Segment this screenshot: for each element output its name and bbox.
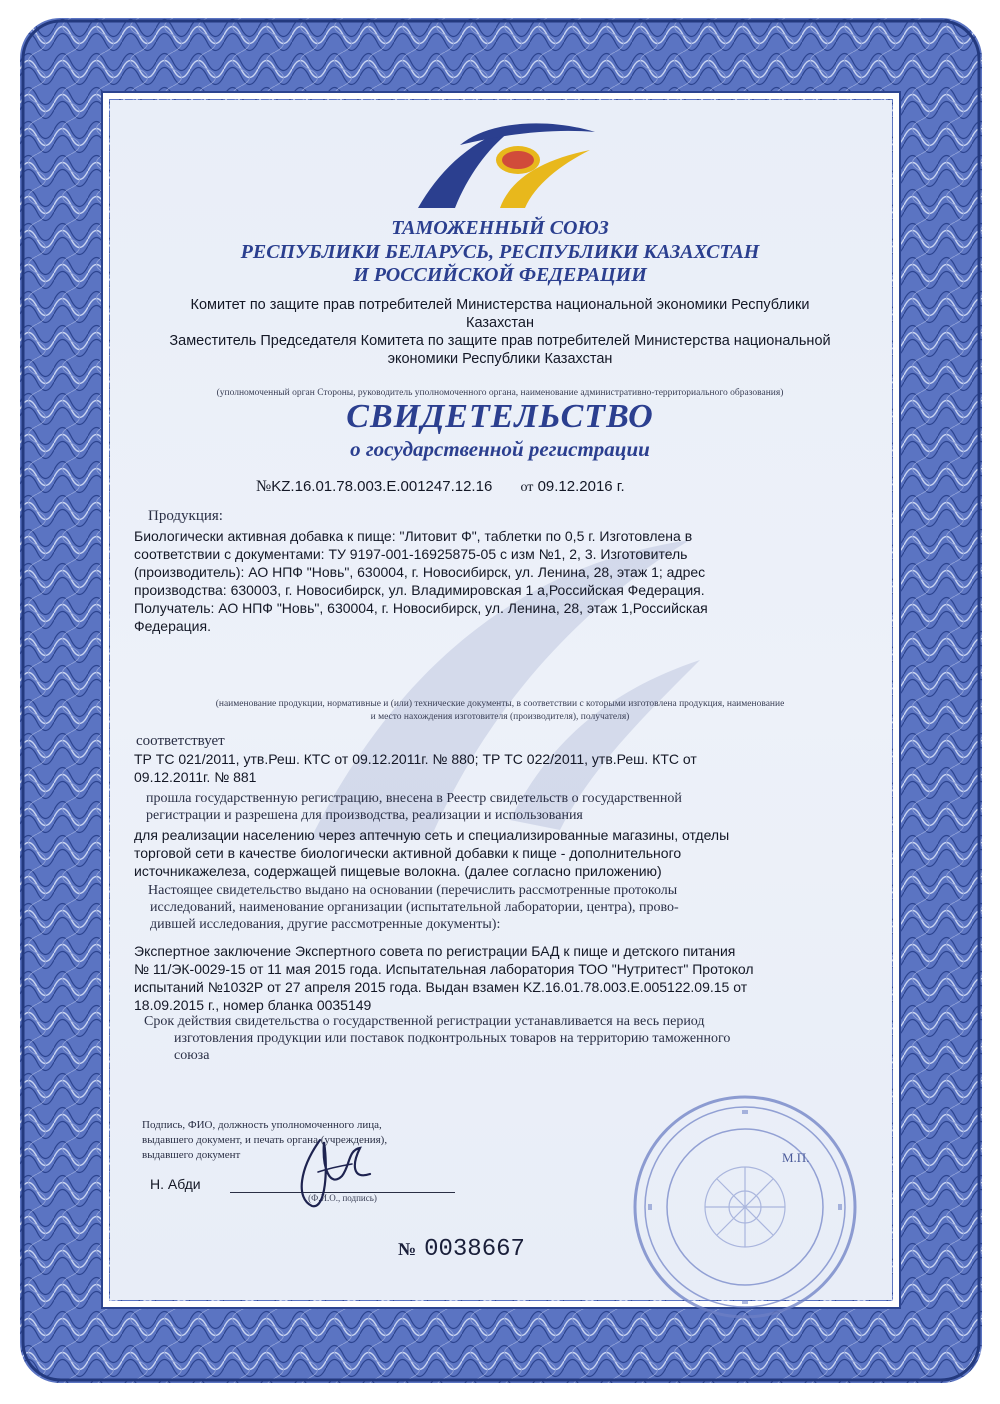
date-prefix: от [520,480,534,495]
usage-line: источникажелеза, содержащей пищевые волокна. (далее согласно приложению) [134,863,662,879]
conformity-line: 09.12.2011г. № 881 [134,769,257,785]
union-name-line3: И РОССИЙСКОЙ ФЕДЕРАЦИИ [353,264,647,286]
expert-conclusion [134,942,874,1014]
signature-caption-line: Подпись, ФИО, должность уполномоченного лица, [142,1119,382,1131]
conformity-standards [134,750,854,786]
certificate-subtitle: о государственной регистрации [350,437,650,461]
deputy-line1: Заместитель Председателя Комитета по защите прав потребителей Министерства национальной [169,333,831,349]
number-sign: № [256,478,272,495]
registration-passed [146,790,866,824]
basis-line: дившей исследования, другие рассмотренные документы): [150,917,501,932]
customs-union-logo [400,110,600,210]
stamp-label: М.П. [782,1150,810,1165]
union-name-line1: ТАМОЖЕННЫЙ СОЮЗ [391,217,609,239]
handwritten-signature [290,1128,380,1210]
conformity-label: соответствует [136,733,225,749]
usage-line: для реализации населению через аптечную сеть и специализированные магазины, отделы [134,827,730,843]
product-line: Биологически активная добавка к пище: "Литовит Ф", таблетки по 0,5 г. Изготовлена в [134,528,693,544]
committee-line1: Комитет по защите прав потребителей Министерства национальной экономики Республики [190,297,810,313]
expert-line: испытаний №1032Р от 27 апреля 2015 года. Выдан взамен KZ.16.01.78.003.E.005122.09.15 от [134,979,748,995]
registration-basis [148,882,868,933]
conformity-line: ТР ТС 021/2011, утв.Реш. КТС от 09.12.2011г. № 880; ТР ТС 022/2011, утв.Реш. КТС от [134,751,697,767]
product-line: Федерация. [134,618,211,634]
usage-line: торговой сети в качестве биологически активной добавки к пище - дополнительного [134,845,682,861]
certificate-number: KZ.16.01.78.003.E.001247.12.16 [271,478,493,495]
official-stamp [630,1092,860,1322]
expert-line: 18.09.2015 г., номер бланка 0035149 [134,997,372,1013]
basis-line: исследований, наименование организации (испытательной лаборатории, центра), прово- [150,900,679,915]
validity-line: изготовления продукции или поставок подконтрольных товаров на территорию таможенного [174,1031,731,1046]
registration-usage [134,826,854,880]
signature-caption-line: выдавшего документ, и печать органа (учреждения), [142,1134,388,1146]
blank-number-row [398,1236,525,1263]
certificate-title: СВИДЕТЕЛЬСТВО [346,398,654,435]
signature-caption-line: выдавшего документ [142,1149,241,1161]
blank-number-sign: № [398,1239,417,1259]
blank-number: 0038667 [424,1236,525,1263]
authority-caption: (уполномоченный орган Стороны, руководитель уполномоченного органа, наименование административно-территориального образования) [216,388,784,398]
passed-line: регистрации и разрешена для производства, реализации и использования [146,808,583,823]
signatory-name: Н. Абди [150,1176,201,1192]
validity-line: Срок действия свидетельства о государственной регистрации устанавливается на весь период [144,1014,705,1029]
product-caption-line1: (наименование продукции, нормативные и (или) технические документы, в соответствии с которыми изготовлена продукция, наименование [215,699,785,709]
product-line: соответствии с документами: ТУ 9197-001-16925875-05 с изм №1, 2, 3. Изготовитель [134,546,688,562]
basis-line: Настоящее свидетельство выдано на основании (перечислить рассмотренные протоколы [148,883,678,898]
validity-line: союза [174,1048,210,1063]
deputy-line2: экономики Республики Казахстан [387,351,613,367]
product-line: (производитель): АО НПФ "Новь", 630004, г. Новосибирск, ул. Ленина, 28, этаж 1; адрес [134,564,706,580]
validity-period [144,1013,874,1064]
product-line: производства: 630003, г. Новосибирск, ул. Владимировская 1 а,Российская Федерация. [134,582,705,598]
product-label: Продукция: [148,508,223,524]
union-name-line2: РЕСПУБЛИКИ БЕЛАРУСЬ, РЕСПУБЛИКИ КАЗАХСТАН [240,241,760,263]
committee-line2: Казахстан [466,315,534,331]
certificate-number-row [256,478,625,496]
fio-caption: (Ф.И.О., подпись) [308,1193,377,1203]
expert-line: Экспертное заключение Экспертного совета по регистрации БАД к пище и детского питания [134,943,736,959]
product-caption-line2: и место нахождения изготовителя (производителя), получателя) [370,712,630,722]
product-line: Получатель: АО НПФ "Новь", 630004, г. Новосибирск, ул. Ленина, 28, этаж 1,Российская [134,600,708,616]
passed-line: прошла государственную регистрацию, внесена в Реестр свидетельств о государственной [146,791,682,806]
expert-line: № 11/ЭК-0029-15 от 11 мая 2015 года. Испытательная лаборатория ТОО "Нутритест" Протокол [134,961,754,977]
certificate-date: 09.12.2016 г. [537,478,625,495]
product-description [134,527,854,635]
